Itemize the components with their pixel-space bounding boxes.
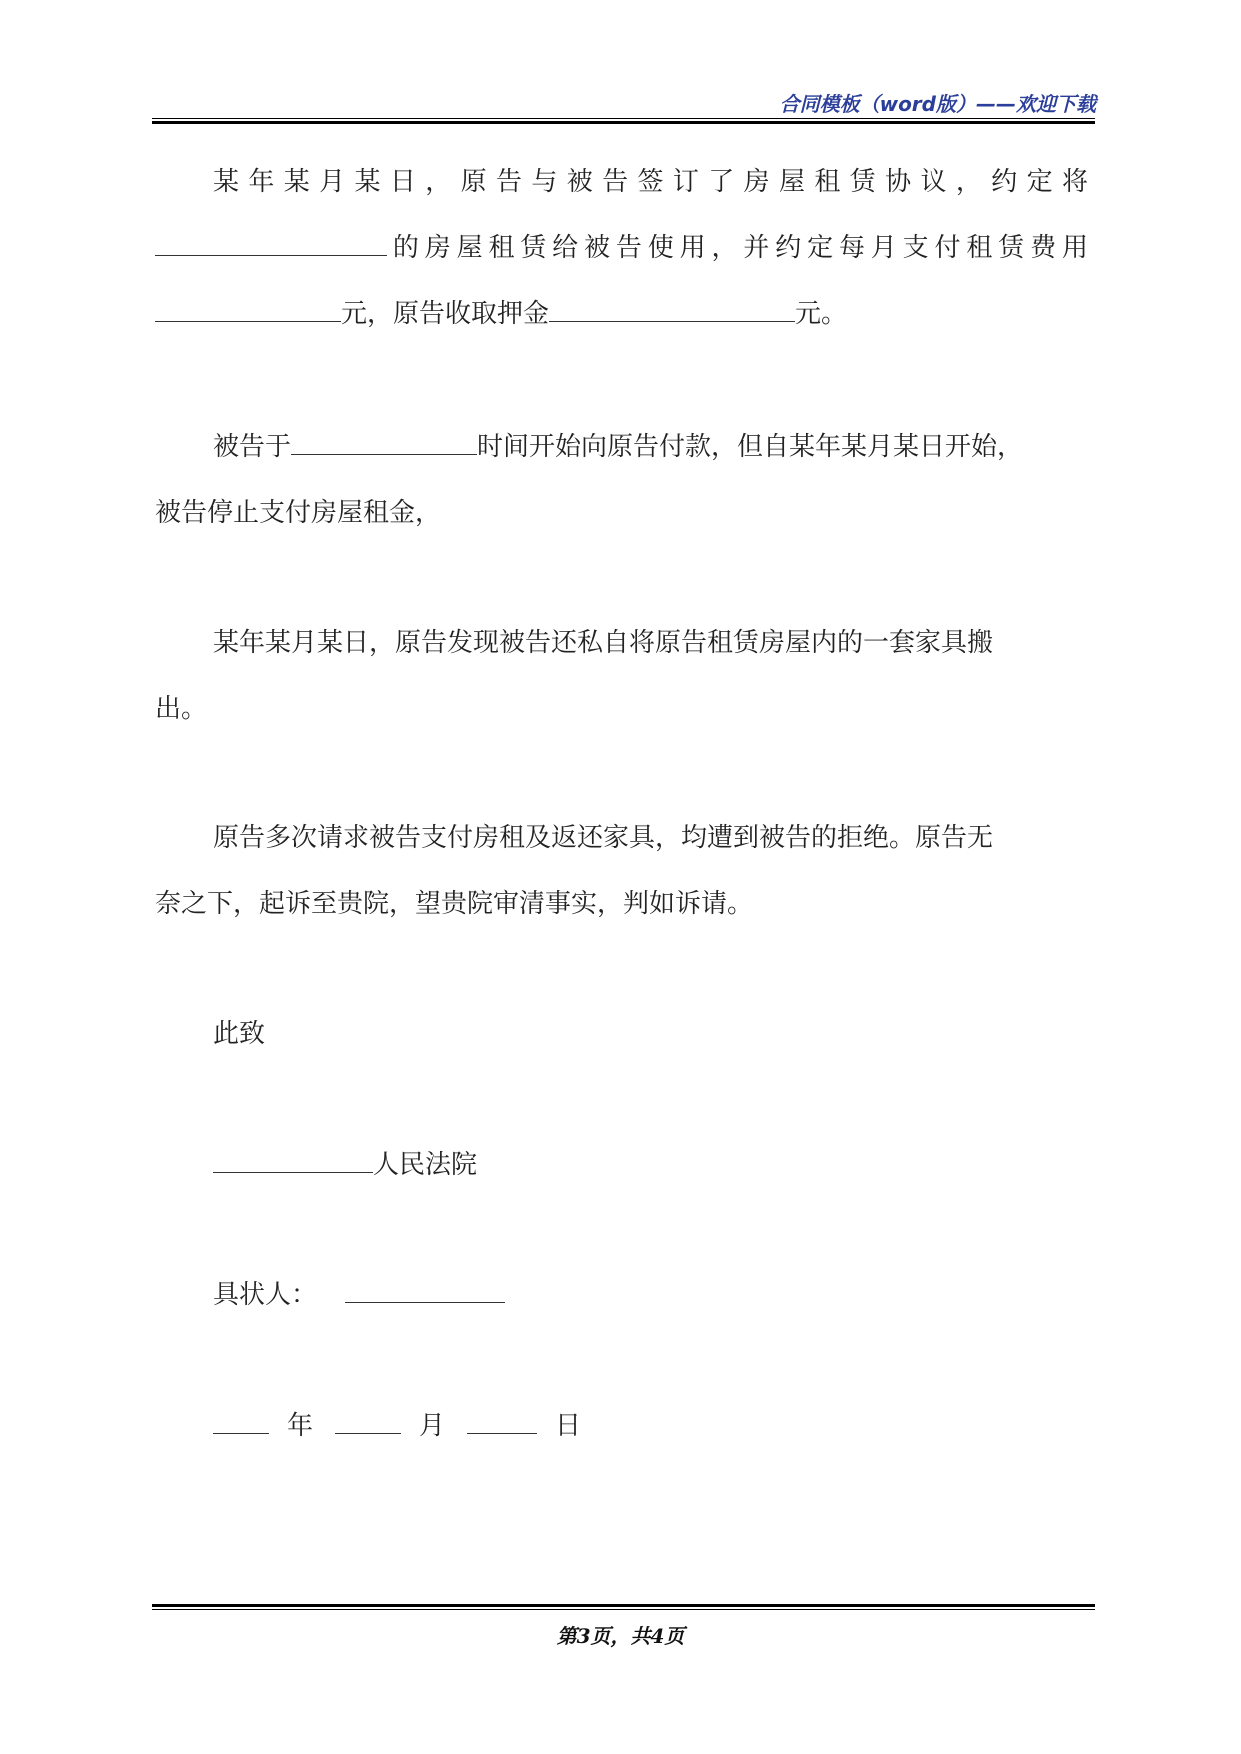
court-line: [213, 1149, 477, 1181]
year-label: 年: [287, 1411, 314, 1441]
paragraph-1-line-1: [155, 166, 1088, 198]
signer-label: 具状人：: [213, 1280, 318, 1310]
closing-text: 此致: [213, 1019, 266, 1049]
paragraph-4-text-2: 奈之下，起诉至贵院，望贵院审清事实，判如诉请。: [155, 889, 754, 919]
header-title: 合同模板（word版）——欢迎下载: [779, 92, 1096, 116]
page-number: 第3页，共4页: [556, 1624, 685, 1648]
paragraph-1-line-2: [155, 232, 1088, 264]
signer-name-blank: [345, 1282, 505, 1303]
court-name-blank: [213, 1152, 373, 1173]
year-blank: [213, 1413, 269, 1434]
closing-line: [213, 1018, 265, 1050]
court-suffix: 人民法院: [373, 1150, 478, 1180]
paragraph-2-line-2: [155, 497, 441, 529]
header-rule-thick: [152, 121, 1095, 124]
monthly-rent-blank: [155, 301, 341, 322]
paragraph-3-text-2: 出。: [155, 694, 208, 724]
paragraph-1-text-2: 的房屋租赁给被告使用，并约定每月支付租赁费用: [387, 233, 1088, 263]
header-rule-thin: [152, 118, 1095, 119]
paragraph-4-text-1: 原告多次请求被告支付房租及返还家具，均遭到被告的拒绝。原告无: [213, 823, 994, 853]
paragraph-4-line-1: [213, 822, 993, 854]
property-address-blank: [155, 235, 387, 256]
footer-rule-thin: [152, 1609, 1095, 1610]
paragraph-1-text-3a: 元，原告收取押金: [341, 299, 550, 329]
paragraph-3-line-1: [213, 627, 993, 659]
paragraph-2-line-1: [213, 431, 1023, 463]
paragraph-3-line-2: [155, 693, 207, 725]
deposit-blank: [549, 301, 795, 322]
paragraph-4-line-2: [155, 888, 753, 920]
day-label: 日: [555, 1411, 582, 1441]
month-label: 月: [419, 1411, 446, 1441]
paragraph-3-text-1: 某年某月某日，原告发现被告还私自将原告租赁房屋内的一套家具搬: [213, 628, 994, 658]
payment-start-blank: [291, 434, 477, 455]
date-line: [213, 1410, 581, 1442]
paragraph-1-line-3: [155, 298, 847, 330]
paragraph-2-text-1a: 被告于: [213, 432, 292, 462]
footer-rule-thick: [152, 1604, 1095, 1607]
month-blank: [335, 1413, 401, 1434]
paragraph-1-text-1: 某年某月某日，原告与被告签订了房屋租赁协议，约定将: [213, 167, 1088, 197]
signer-line: [213, 1279, 505, 1311]
paragraph-2-text-1b: 时间开始向原告付款，但自某年某月某日开始，: [477, 432, 1024, 462]
paragraph-1-text-3b: 元。: [795, 299, 848, 329]
paragraph-2-text-2: 被告停止支付房屋租金，: [155, 498, 442, 528]
day-blank: [467, 1413, 537, 1434]
